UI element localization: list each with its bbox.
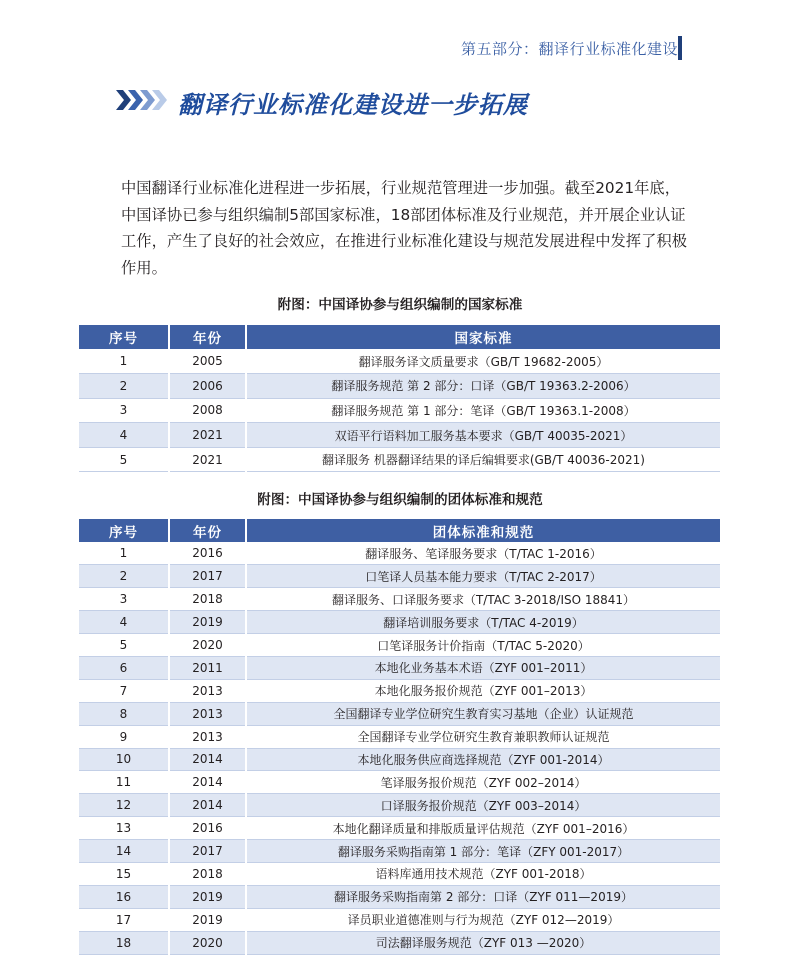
cell-standard: 翻译服务采购指南第 2 部分：口译（ZYF 011—2019）: [246, 885, 720, 908]
cell-standard: 翻译培训服务要求（T/TAC 4-2019）: [246, 611, 720, 634]
cell-index: 10: [79, 748, 169, 771]
table-row: [79, 908, 720, 931]
cell-year: 2021: [169, 423, 246, 448]
cell-standard: 双语平行语料加工服务基本要求（GB/T 40035-2021）: [246, 423, 720, 448]
cell-year: 2018: [169, 588, 246, 611]
cell-standard: 口译服务报价规范（ZYF 003–2014）: [246, 794, 720, 817]
header-cell-year: 年份: [169, 519, 246, 542]
table-row: [79, 447, 720, 472]
cell-index: 6: [79, 656, 169, 679]
cell-standard: 全国翻译专业学位研究生教育兼职教师认证规范: [246, 725, 720, 748]
national-standards-table: [79, 325, 720, 472]
table-row: [79, 748, 720, 771]
table-row: [79, 817, 720, 840]
cell-year: 2013: [169, 725, 246, 748]
table-row: [79, 771, 720, 794]
cell-standard: 翻译服务译文质量要求（GB/T 19682-2005）: [246, 349, 720, 374]
table-row: [79, 931, 720, 954]
table-header-row: [79, 519, 720, 542]
cell-standard: 语料库通用技术规范（ZYF 001-2018）: [246, 862, 720, 885]
cell-year: 2021: [169, 447, 246, 472]
table-row: [79, 885, 720, 908]
table-row: [79, 565, 720, 588]
cell-index: 1: [79, 542, 169, 565]
cell-year: 2019: [169, 611, 246, 634]
cell-year: 2016: [169, 817, 246, 840]
cell-standard: 本地化服务报价规范（ZYF 001–2013）: [246, 679, 720, 702]
cell-standard: 口笔译服务计价指南（T/TAC 5-2020）: [246, 634, 720, 657]
cell-index: 7: [79, 679, 169, 702]
cell-standard: 翻译服务规范 第 2 部分：口译（GB/T 19363.2-2006）: [246, 374, 720, 399]
table2-caption: 附图：中国译协参与组织编制的团体标准和规范: [257, 492, 543, 508]
cell-year: 2014: [169, 794, 246, 817]
table-row: [79, 398, 720, 423]
cell-standard: 本地化业务基本术语（ZYF 001–2011）: [246, 656, 720, 679]
header-cell-standard: 团体标准和规范: [246, 519, 720, 542]
cell-year: 2017: [169, 565, 246, 588]
running-head: 第五部分：翻译行业标准化建设: [460, 40, 678, 58]
table-row: [79, 679, 720, 702]
cell-standard: 翻译服务、笔译服务要求（T/TAC 1-2016）: [246, 542, 720, 565]
cell-index: 17: [79, 908, 169, 931]
cell-year: 2013: [169, 702, 246, 725]
table1-caption: 附图：中国译协参与组织编制的国家标准: [277, 297, 523, 313]
intro-paragraph: 中国翻译行业标准化进程进一步拓展，行业规范管理进一步加强。截至2021年底，中国译协已参与组织编制5部国家标准，18部团体标准及行业规范，并开展企业认证工作，产生了良好的社会效应，在推进行业标准化建设与规范发展进程中发挥了积极作用。: [121, 179, 687, 277]
table-row: [79, 725, 720, 748]
cell-year: 2018: [169, 862, 246, 885]
cell-index: 2: [79, 565, 169, 588]
table-row: [79, 611, 720, 634]
chevron-double-right-icon: [116, 88, 172, 112]
table-header-row: [79, 325, 720, 349]
running-head-bar: [678, 36, 682, 60]
cell-standard: 司法翻译服务规范（ZYF 013 —2020）: [246, 931, 720, 954]
table-row: [79, 542, 720, 565]
cell-index: 14: [79, 840, 169, 863]
table-row: [79, 702, 720, 725]
cell-index: 3: [79, 398, 169, 423]
cell-year: 2020: [169, 634, 246, 657]
cell-index: 3: [79, 588, 169, 611]
cell-index: 5: [79, 447, 169, 472]
cell-standard: 翻译服务规范 第 1 部分：笔译（GB/T 19363.1-2008）: [246, 398, 720, 423]
cell-year: 2019: [169, 908, 246, 931]
cell-year: 2019: [169, 885, 246, 908]
cell-standard: 翻译服务、口译服务要求（T/TAC 3-2018/ISO 18841）: [246, 588, 720, 611]
table-row: [79, 794, 720, 817]
header-cell-index: 序号: [79, 325, 169, 349]
section-title: 翻译行业标准化建设进一步拓展: [178, 91, 528, 119]
cell-year: 2014: [169, 771, 246, 794]
cell-standard: 全国翻译专业学位研究生教育实习基地（企业）认证规范: [246, 702, 720, 725]
cell-index: 8: [79, 702, 169, 725]
cell-standard: 翻译服务 机器翻译结果的译后编辑要求(GB/T 40036-2021): [246, 447, 720, 472]
cell-index: 4: [79, 611, 169, 634]
header-cell-index: 序号: [79, 519, 169, 542]
cell-year: 2016: [169, 542, 246, 565]
cell-index: 4: [79, 423, 169, 448]
table-row: [79, 840, 720, 863]
group-standards-table: [79, 519, 720, 955]
cell-index: 5: [79, 634, 169, 657]
cell-index: 2: [79, 374, 169, 399]
cell-year: 2017: [169, 840, 246, 863]
table-row: [79, 656, 720, 679]
cell-year: 2014: [169, 748, 246, 771]
header-cell-year: 年份: [169, 325, 246, 349]
cell-year: 2006: [169, 374, 246, 399]
table-row: [79, 349, 720, 374]
cell-year: 2020: [169, 931, 246, 954]
cell-year: 2008: [169, 398, 246, 423]
header-cell-standard: 国家标准: [246, 325, 720, 349]
cell-index: 1: [79, 349, 169, 374]
cell-year: 2011: [169, 656, 246, 679]
table-row: [79, 634, 720, 657]
cell-year: 2013: [169, 679, 246, 702]
cell-index: 16: [79, 885, 169, 908]
cell-index: 15: [79, 862, 169, 885]
cell-index: 18: [79, 931, 169, 954]
cell-year: 2005: [169, 349, 246, 374]
cell-index: 11: [79, 771, 169, 794]
table-row: [79, 374, 720, 399]
table-row: [79, 588, 720, 611]
table-row: [79, 423, 720, 448]
cell-index: 12: [79, 794, 169, 817]
cell-standard: 本地化服务供应商选择规范（ZYF 001-2014）: [246, 748, 720, 771]
table-row: [79, 862, 720, 885]
cell-standard: 翻译服务采购指南第 1 部分：笔译（ZFY 001-2017）: [246, 840, 720, 863]
cell-standard: 笔译服务报价规范（ZYF 002–2014）: [246, 771, 720, 794]
cell-index: 9: [79, 725, 169, 748]
cell-standard: 口笔译人员基本能力要求（T/TAC 2-2017）: [246, 565, 720, 588]
cell-standard: 本地化翻译质量和排版质量评估规范（ZYF 001–2016）: [246, 817, 720, 840]
cell-index: 13: [79, 817, 169, 840]
cell-standard: 译员职业道德准则与行为规范（ZYF 012—2019）: [246, 908, 720, 931]
